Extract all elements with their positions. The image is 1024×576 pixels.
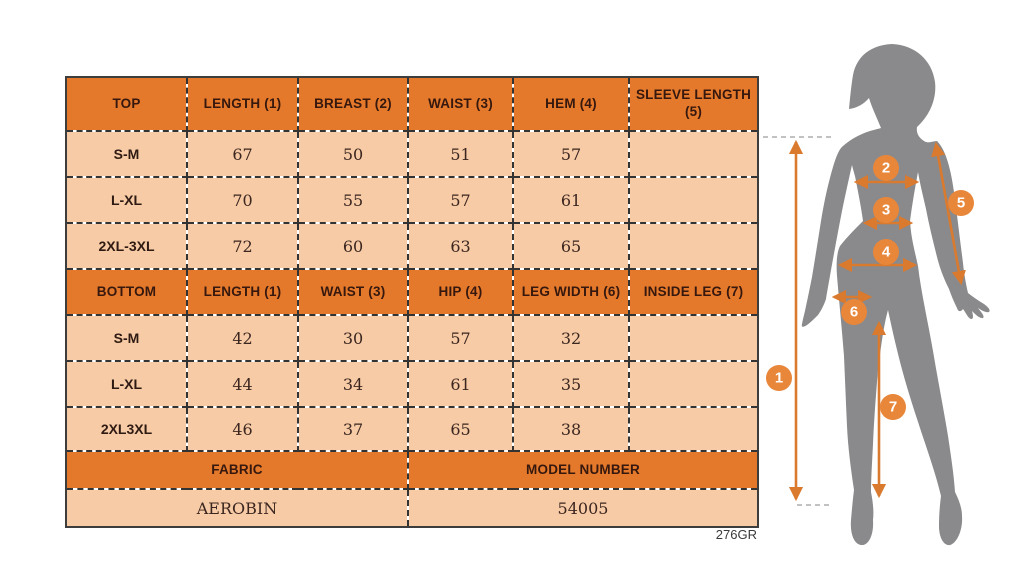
column-header: HIP (4) <box>408 269 513 315</box>
size-label: L-XL <box>66 361 187 407</box>
measurement-value: 35 <box>513 361 629 407</box>
measurement-value <box>629 315 758 361</box>
measurement-value <box>629 223 758 269</box>
fabric-value: AEROBIN <box>66 489 408 527</box>
badge-2 <box>873 155 899 181</box>
svg-text:2: 2 <box>881 159 891 177</box>
badge-3 <box>873 197 899 223</box>
badge-6 <box>841 299 867 325</box>
column-header: HEM (4) <box>513 77 629 131</box>
table-row <box>66 451 758 489</box>
svg-text:1: 1 <box>774 369 784 387</box>
svg-text:6: 6 <box>849 303 859 321</box>
measurement-value: 32 <box>513 315 629 361</box>
measurement-value: 57 <box>408 315 513 361</box>
measurement-value: 61 <box>408 361 513 407</box>
svg-text:7: 7 <box>888 398 898 416</box>
measurement-value <box>629 407 758 451</box>
measurement-value: 46 <box>187 407 298 451</box>
measurement-value <box>629 131 758 177</box>
badge-5 <box>948 190 974 216</box>
measurement-value: 65 <box>408 407 513 451</box>
column-header: WAIST (3) <box>298 269 408 315</box>
svg-text:3: 3 <box>881 201 891 219</box>
fabric-header: FABRIC <box>66 451 408 489</box>
measurement-value: 57 <box>408 177 513 223</box>
measurement-value: 42 <box>187 315 298 361</box>
svg-text:5: 5 <box>956 194 966 212</box>
measurement-value: 34 <box>298 361 408 407</box>
table-row <box>66 407 758 451</box>
column-header: BREAST (2) <box>298 77 408 131</box>
table-row <box>66 315 758 361</box>
measurement-value: 60 <box>298 223 408 269</box>
measurement-value <box>629 177 758 223</box>
column-header: LEG WIDTH (6) <box>513 269 629 315</box>
measurement-value: 57 <box>513 131 629 177</box>
measurement-value: 55 <box>298 177 408 223</box>
column-header: TOP <box>66 77 187 131</box>
column-header: BOTTOM <box>66 269 187 315</box>
measurement-value: 38 <box>513 407 629 451</box>
measurement-value <box>629 361 758 407</box>
column-header: LENGTH (1) <box>187 269 298 315</box>
column-header: LENGTH (1) <box>187 77 298 131</box>
measurement-value: 37 <box>298 407 408 451</box>
measurement-value: 67 <box>187 131 298 177</box>
measurement-value: 50 <box>298 131 408 177</box>
size-label: 2XL3XL <box>66 407 187 451</box>
measurement-value: 61 <box>513 177 629 223</box>
table-row <box>66 489 758 527</box>
column-header: WAIST (3) <box>408 77 513 131</box>
measurement-value: 51 <box>408 131 513 177</box>
model-number-header: MODEL NUMBER <box>408 451 758 489</box>
size-label: S-M <box>66 315 187 361</box>
badge-4 <box>873 239 899 265</box>
table-row <box>66 361 758 407</box>
model-number-value: 54005 <box>408 489 758 527</box>
svg-text:4: 4 <box>881 243 891 261</box>
measurement-value: 72 <box>187 223 298 269</box>
weight-note: 276GR <box>715 527 757 542</box>
table-row <box>66 77 758 131</box>
measurement-value: 30 <box>298 315 408 361</box>
column-header: INSIDE LEG (7) <box>629 269 758 315</box>
size-chart-table <box>65 76 759 528</box>
table-row <box>66 177 758 223</box>
size-label: L-XL <box>66 177 187 223</box>
measurement-value: 63 <box>408 223 513 269</box>
dashed-guide-lines <box>763 137 833 505</box>
table-row <box>66 131 758 177</box>
measurement-figure <box>750 0 1024 576</box>
size-label: 2XL-3XL <box>66 223 187 269</box>
table-row <box>66 269 758 315</box>
female-silhouette <box>802 44 990 545</box>
measurement-value: 44 <box>187 361 298 407</box>
measurement-value: 65 <box>513 223 629 269</box>
column-header: SLEEVE LENGTH (5) <box>629 77 758 131</box>
table-row <box>66 223 758 269</box>
measurement-value: 70 <box>187 177 298 223</box>
badge-7 <box>880 394 906 420</box>
size-label: S-M <box>66 131 187 177</box>
badge-1 <box>766 365 792 391</box>
